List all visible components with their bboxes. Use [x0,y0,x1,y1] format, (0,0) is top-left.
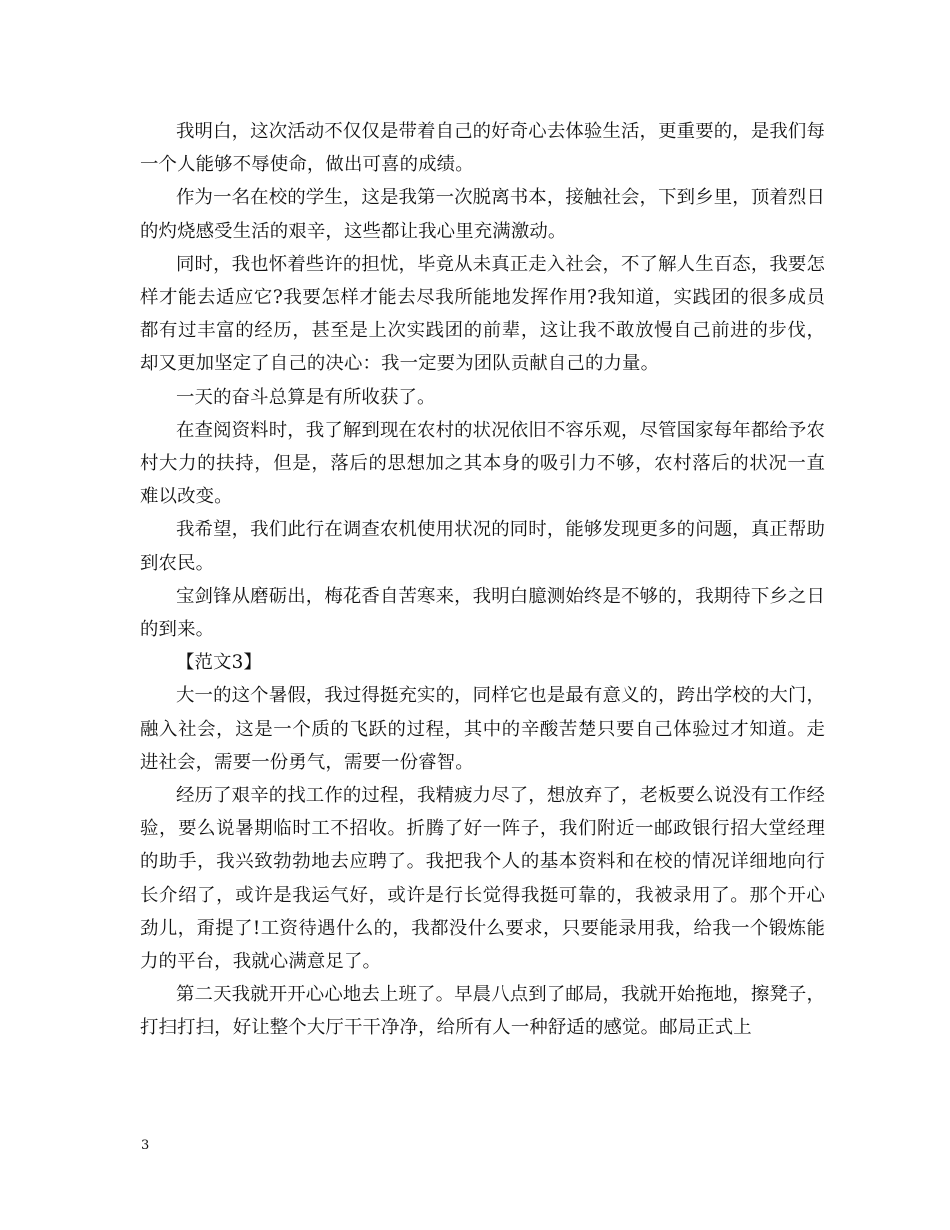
page-number: 3 [141,1138,150,1153]
paragraph: 一天的奋斗总算是有所收获了。 [176,386,436,408]
paragraph: 同时，我也怀着些许的担忧，毕竟从未真正走入社会，不了解人生百态，我要怎样才能去适应它?我要怎样才能去尽我所能地发挥作用?我知道，实践团的很多成员都有过丰富的经历，甚至是上次实践团的前辈，这让我不敢放慢自己前进的步伐，却又更加坚定了自己的决心：我一定要为团队贡献自己的力量。 [140,253,825,375]
paragraph: 宝剑锋从磨砺出，梅花香自苦寒来，我明白臆测始终是不够的，我期待下乡之日的到来。 [140,585,825,641]
paragraph: 我希望，我们此行在调查农机使用状况的同时，能够发现更多的问题，真正帮助到农民。 [140,519,825,574]
paragraph: 第二天我就开开心心地去上班了。早晨八点到了邮局，我就开始拖地，擦凳子，打扫打扫，好让整个大厅干干净净，给所有人一种舒适的感觉。邮局正式上 [140,984,825,1039]
paragraph: 大一的这个暑假，我过得挺充实的，同样它也是最有意义的，跨出学校的大门，融入社会，这是一个质的飞跃的过程，其中的辛酸苦楚只要自己体验过才知道。走进社会，需要一份勇气，需要一份睿智。 [140,685,825,773]
paragraph: 作为一名在校的学生，这是我第一次脱离书本，接触社会，下到乡里，顶着烈日的灼烧感受生活的艰辛，这些都让我心里充满激动。 [140,187,825,242]
paragraph: 在查阅资料时，我了解到现在农村的状况依旧不容乐观，尽管国家每年都给予农村大力的扶持，但是，落后的思想加之其本身的吸引力不够，农村落后的状况一直难以改变。 [140,419,825,508]
document-body [140,115,825,1045]
paragraph: 我明白，这次活动不仅仅是带着自己的好奇心去体验生活，更重要的，是我们每一个人能够不辱使命，做出可喜的成绩。 [140,121,825,176]
section-heading: 【范文3】 [176,652,263,674]
paragraph: 经历了艰辛的找工作的过程，我精疲力尽了，想放弃了，老板要么说没有工作经验，要么说暑期临时工不招收。折腾了好一阵子，我们附近一邮政银行招大堂经理的助手，我兴致勃勃地去应聘了。我把我个人的基本资料和在校的情况详细地向行长介绍了，或许是我运气好，或许是行长觉得我挺可靠的，我被录用了。那个开心劲儿，甭提了!工资待遇什么的，我都没什么要求，只要能录用我，给我一个锻炼能力的平台，我就心满意足了。 [140,785,825,973]
